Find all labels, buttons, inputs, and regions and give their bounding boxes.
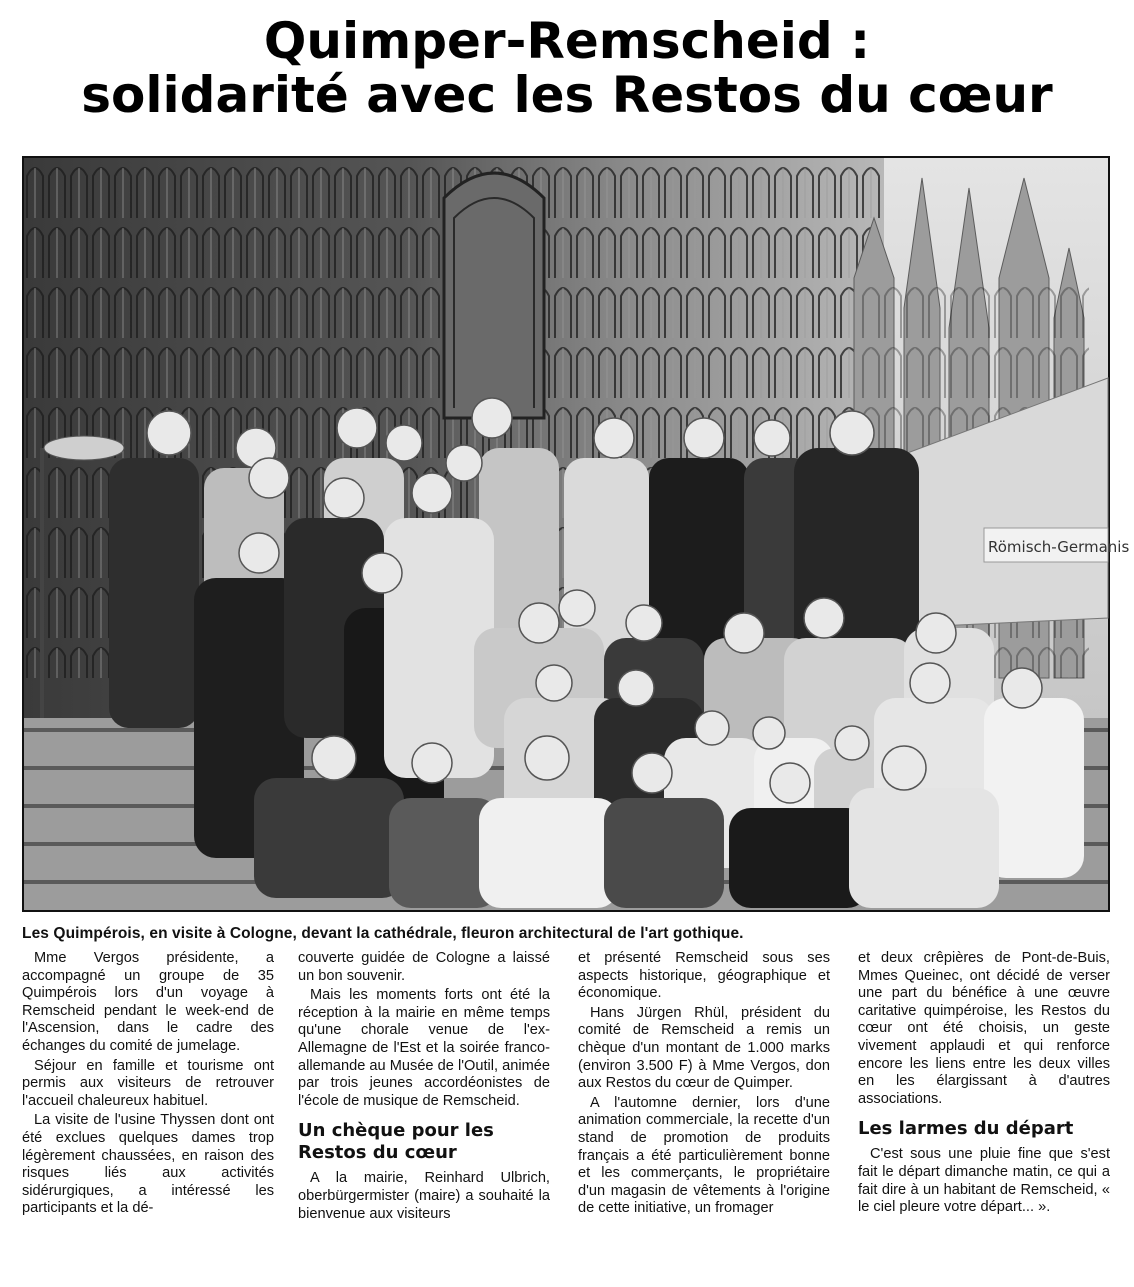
paragraph: couverte guidée de Cologne a laissé un bon souvenir. (298, 950, 550, 984)
headline-line-2: solidarité avec les Restos du cœur (81, 66, 1053, 124)
photo-caption: Les Quimpérois, en visite à Cologne, devant la cathédrale, fleuron architectural de l'art gothique. (22, 925, 744, 942)
paragraph: La visite de l'usine Thyssen dont ont été exclues quelques dames trop légèrement chaussées, en raison des risques liés aux activités sidérurgiques, a intéressé les participants et la dé- (22, 1112, 274, 1217)
paragraph: et présenté Remscheid sous ses aspects historique, géographique et économique. (578, 950, 830, 1002)
paragraph: Séjour en famille et tourisme ont permis aux visiteurs de retrouver l'accueil chaleureux habituel. (22, 1057, 274, 1109)
paragraph: Mais les moments forts ont été la réception à la mairie en même temps qu'une chorale venue de l'ex-Allemagne de l'Est et la soirée franco-allemande au Musée de l'Outil, animée par trois jeunes accordéonistes de l'école de musique de Remscheid. (298, 987, 550, 1109)
paragraph: Hans Jürgen Rhül, président du comité de Remscheid a remis un chèque d'un montant de 1.000 marks (environ 3.500 F) à Mme Vergos, don aux Restos du cœur de Quimper. (578, 1004, 830, 1092)
paragraph: C'est sous une pluie fine que s'est fait le départ dimanche matin, ce qui a fait dire à un habitant de Remscheid, « le ciel pleure votre départ... ». (858, 1146, 1110, 1216)
paragraph: Mme Vergos présidente, a accompagné un groupe de 35 Quimpérois lors d'un voyage à Remscheid pendant le week-end de l'Ascension, dans le cadre des échanges du comité de jumelage. (22, 950, 274, 1054)
paragraph: A l'automne dernier, lors d'une animation commerciale, la recette d'un stand de promotion de produits français a été particulièrement bonne et les commerçants, le propriétaire d'un magasin de vêtements à l'origine de cette initiative, un fromager (578, 1094, 830, 1217)
paragraph: et deux crêpières de Pont-de-Buis, Mmes Queinec, ont décidé de verser une part du bénéfice à une œuvre caritative quimpéroise, les Restos du cœur ont été choisis, un geste vivement applaudi et qui renforce encore les liens entre les deux villes en les élargissant à d'autres associations. (858, 950, 1110, 1107)
headline (0, 14, 1134, 122)
subheading-depart: Les larmes du départ (858, 1118, 1074, 1140)
article-column-1 (22, 950, 274, 1218)
article-column-3 (578, 950, 830, 1218)
article-column-4 (858, 950, 1110, 1217)
group-photo-illustration (24, 158, 1130, 910)
paragraph: A la mairie, Reinhard Ulbrich, oberbürgermister (maire) a souhaité la bienvenue aux visiteurs (298, 1170, 550, 1222)
article-column-2 (298, 950, 550, 1223)
headline-line-1: Quimper-Remscheid : (263, 12, 871, 70)
group-photo (22, 156, 1130, 912)
museum-sign-text: Römisch-Germanis (988, 538, 1130, 556)
subheading-cheque: Un chèque pour les Restos du cœur (298, 1120, 494, 1164)
